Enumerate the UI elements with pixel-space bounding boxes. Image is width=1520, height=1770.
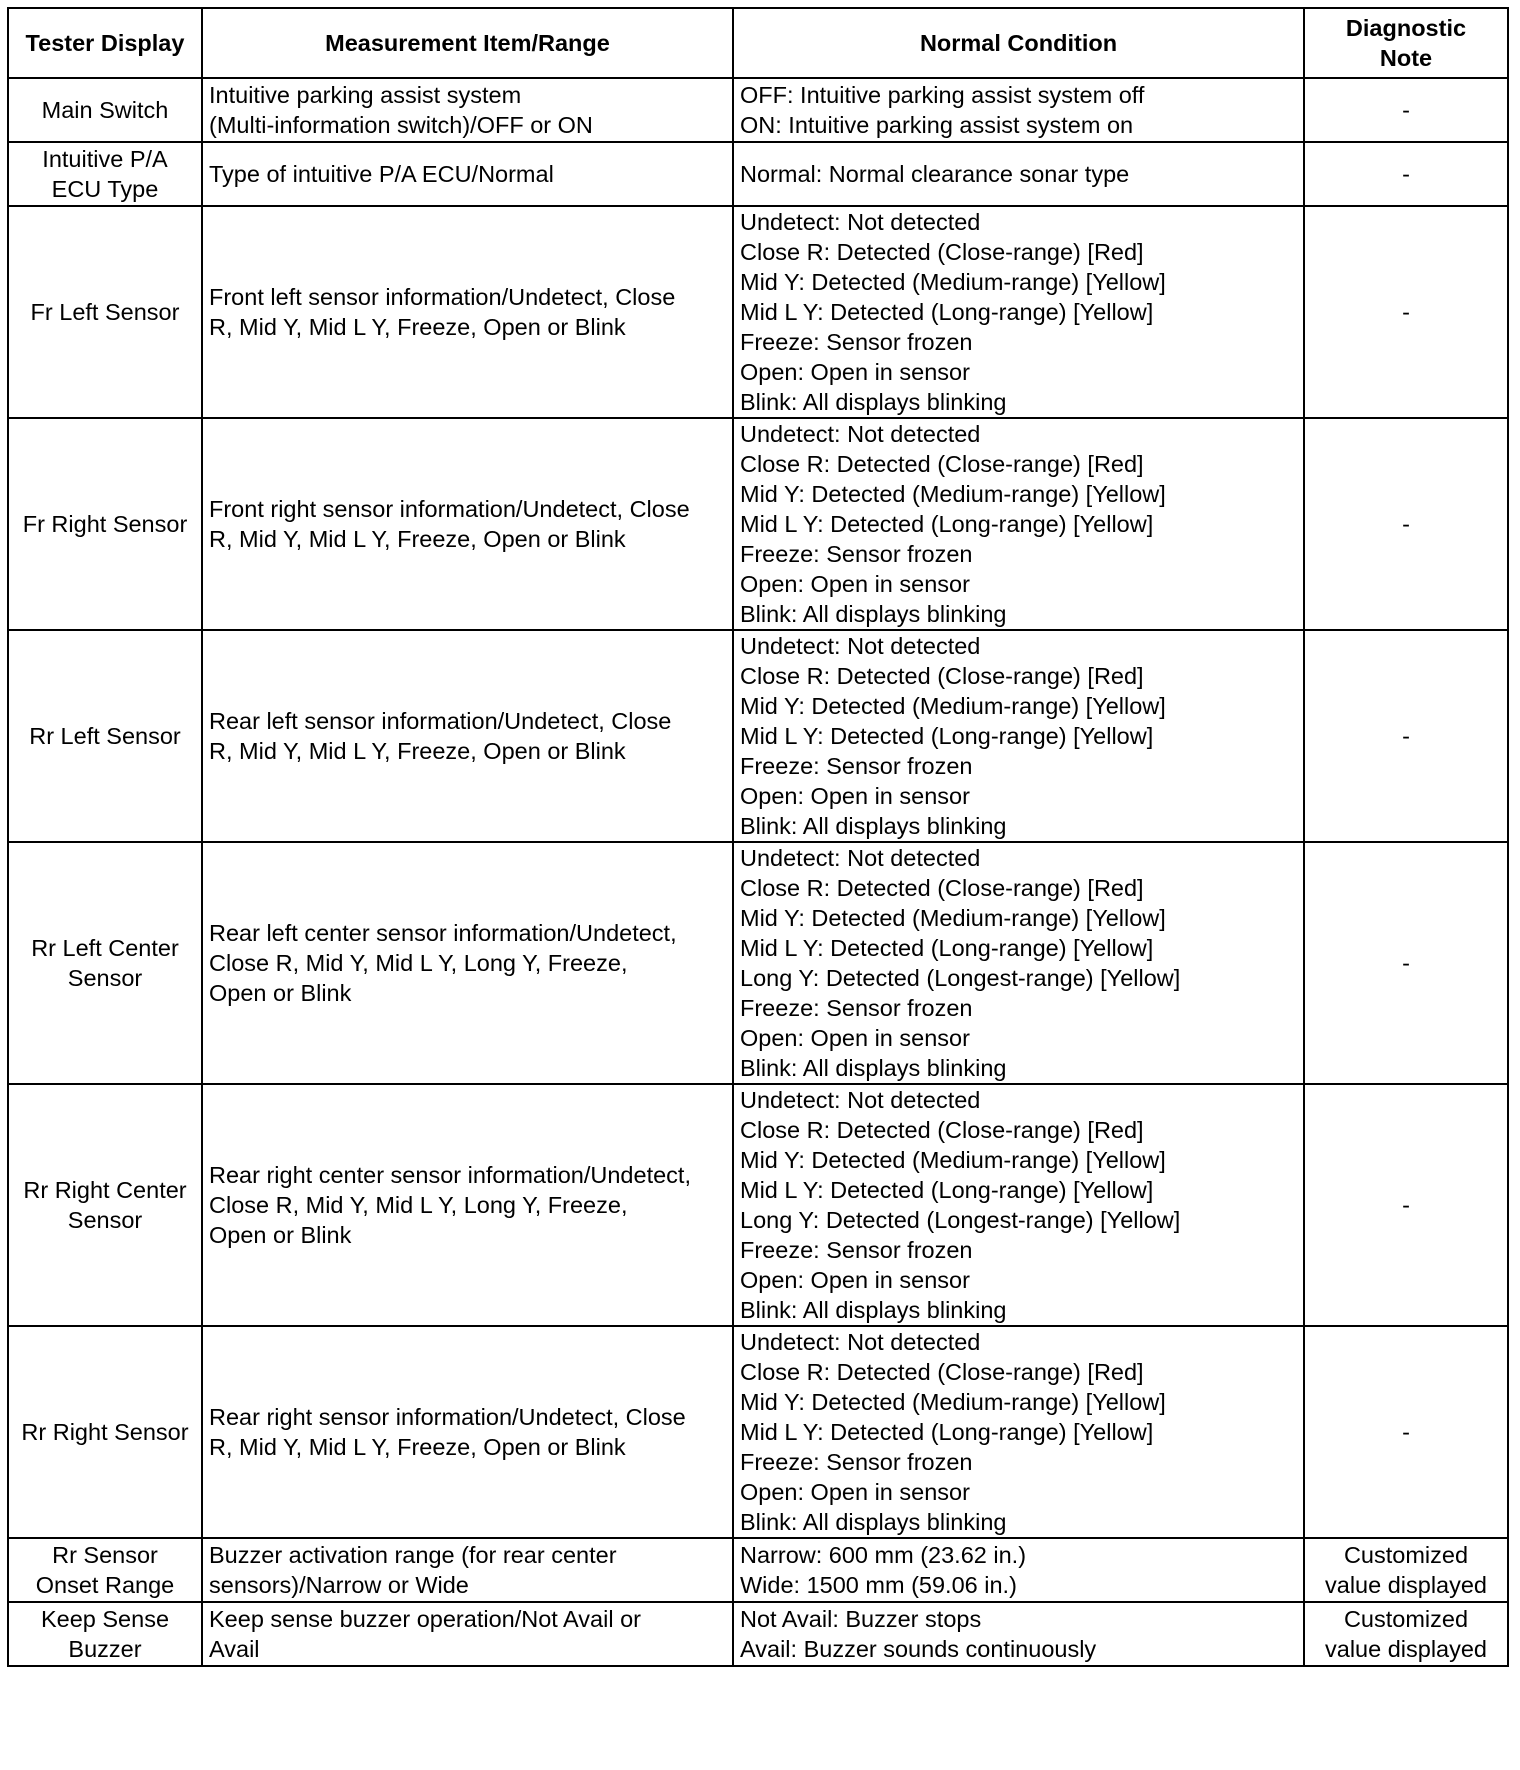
- cell-diagnostic-note: -: [1304, 1326, 1508, 1538]
- cell-tester-display: Intuitive P/A ECU Type: [8, 142, 202, 206]
- cell-diagnostic-note: -: [1304, 842, 1508, 1084]
- condition-line: Freeze: Sensor frozen: [740, 1449, 973, 1475]
- table-row: [8, 1084, 1508, 1326]
- cell-measurement-item: Type of intuitive P/A ECU/Normal: [202, 142, 733, 206]
- table-row: [8, 1326, 1508, 1538]
- condition-line: Mid Y: Detected (Medium-range) [Yellow]: [740, 269, 1166, 295]
- condition-line: Undetect: Not detected: [740, 633, 981, 659]
- condition-line: Mid L Y: Detected (Long-range) [Yellow]: [740, 935, 1154, 961]
- cell-tester-display: Rr Left Center Sensor: [8, 842, 202, 1084]
- table-row: [8, 142, 1508, 206]
- cell-tester-display: Main Switch: [8, 78, 202, 142]
- condition-line: Close R: Detected (Close-range) [Red]: [740, 1359, 1144, 1385]
- condition-line: Normal: Normal clearance sonar type: [740, 161, 1130, 187]
- condition-line: Close R: Detected (Close-range) [Red]: [740, 451, 1144, 477]
- cell-normal-condition: [733, 842, 1304, 1084]
- cell-normal-condition: [733, 78, 1304, 142]
- condition-line: Open: Open in sensor: [740, 571, 970, 597]
- condition-line: Undetect: Not detected: [740, 1329, 981, 1355]
- cell-diagnostic-note: -: [1304, 630, 1508, 842]
- cell-normal-condition: [733, 1538, 1304, 1602]
- table-row: [8, 630, 1508, 842]
- cell-diagnostic-note: Customized value displayed: [1304, 1538, 1508, 1602]
- header-normal-condition: Normal Condition: [733, 8, 1304, 78]
- condition-line: Close R: Detected (Close-range) [Red]: [740, 1117, 1144, 1143]
- cell-diagnostic-note: -: [1304, 142, 1508, 206]
- cell-normal-condition: [733, 1084, 1304, 1326]
- cell-tester-display: Fr Left Sensor: [8, 206, 202, 418]
- cell-normal-condition: [733, 630, 1304, 842]
- condition-line: Undetect: Not detected: [740, 421, 981, 447]
- condition-line: OFF: Intuitive parking assist system off: [740, 82, 1145, 108]
- cell-diagnostic-note: -: [1304, 1084, 1508, 1326]
- condition-line: Freeze: Sensor frozen: [740, 541, 973, 567]
- cell-measurement-item: Keep sense buzzer operation/Not Avail or Avail: [202, 1602, 733, 1666]
- condition-line: Blink: All displays blinking: [740, 1055, 1007, 1081]
- table-row: [8, 842, 1508, 1084]
- cell-diagnostic-note: Customized value displayed: [1304, 1602, 1508, 1666]
- table-row: [8, 78, 1508, 142]
- cell-normal-condition: [733, 418, 1304, 630]
- condition-line: Freeze: Sensor frozen: [740, 1237, 973, 1263]
- table-row: [8, 418, 1508, 630]
- cell-diagnostic-note: -: [1304, 206, 1508, 418]
- cell-measurement-item: Rear left center sensor information/Undetect, Close R, Mid Y, Mid L Y, Long Y, Freeze, Open or Blink: [202, 842, 733, 1084]
- condition-line: Mid L Y: Detected (Long-range) [Yellow]: [740, 723, 1154, 749]
- condition-line: Mid L Y: Detected (Long-range) [Yellow]: [740, 511, 1154, 537]
- header-row: [8, 8, 1508, 78]
- cell-tester-display: Rr Sensor Onset Range: [8, 1538, 202, 1602]
- condition-line: Open: Open in sensor: [740, 783, 970, 809]
- cell-measurement-item: Rear right sensor information/Undetect, Close R, Mid Y, Mid L Y, Freeze, Open or Blink: [202, 1326, 733, 1538]
- cell-measurement-item: Rear left sensor information/Undetect, Close R, Mid Y, Mid L Y, Freeze, Open or Blink: [202, 630, 733, 842]
- cell-tester-display: Rr Right Sensor: [8, 1326, 202, 1538]
- condition-line: Open: Open in sensor: [740, 1025, 970, 1051]
- condition-line: Undetect: Not detected: [740, 845, 981, 871]
- condition-line: Open: Open in sensor: [740, 1479, 970, 1505]
- condition-line: ON: Intuitive parking assist system on: [740, 112, 1134, 138]
- cell-diagnostic-note: -: [1304, 418, 1508, 630]
- table-row: [8, 1602, 1508, 1666]
- cell-normal-condition: [733, 206, 1304, 418]
- condition-line: Undetect: Not detected: [740, 1087, 981, 1113]
- condition-line: Mid Y: Detected (Medium-range) [Yellow]: [740, 481, 1166, 507]
- condition-line: Blink: All displays blinking: [740, 601, 1007, 627]
- condition-line: Open: Open in sensor: [740, 359, 970, 385]
- condition-line: Mid Y: Detected (Medium-range) [Yellow]: [740, 1147, 1166, 1173]
- condition-line: Mid Y: Detected (Medium-range) [Yellow]: [740, 905, 1166, 931]
- table-row: [8, 206, 1508, 418]
- condition-line: Mid Y: Detected (Medium-range) [Yellow]: [740, 693, 1166, 719]
- cell-measurement-item: Rear right center sensor information/Undetect, Close R, Mid Y, Mid L Y, Long Y, Freeze, Open or Blink: [202, 1084, 733, 1326]
- header-measurement-item: Measurement Item/Range: [202, 8, 733, 78]
- condition-line: Narrow: 600 mm (23.62 in.): [740, 1542, 1027, 1568]
- condition-line: Mid L Y: Detected (Long-range) [Yellow]: [740, 299, 1154, 325]
- cell-measurement-item: Front right sensor information/Undetect, Close R, Mid Y, Mid L Y, Freeze, Open or Blink: [202, 418, 733, 630]
- condition-line: Blink: All displays blinking: [740, 1297, 1007, 1323]
- condition-line: Blink: All displays blinking: [740, 389, 1007, 415]
- header-diagnostic-note: Diagnostic Note: [1304, 8, 1508, 78]
- data-table: [7, 7, 1509, 1667]
- cell-normal-condition: [733, 142, 1304, 206]
- condition-line: Long Y: Detected (Longest-range) [Yellow]: [740, 965, 1181, 991]
- condition-line: Mid L Y: Detected (Long-range) [Yellow]: [740, 1419, 1154, 1445]
- condition-line: Open: Open in sensor: [740, 1267, 970, 1293]
- condition-line: Not Avail: Buzzer stops: [740, 1606, 982, 1632]
- condition-line: Freeze: Sensor frozen: [740, 753, 973, 779]
- condition-line: Avail: Buzzer sounds continuously: [740, 1636, 1097, 1662]
- table-body: [8, 78, 1508, 1666]
- cell-tester-display: Fr Right Sensor: [8, 418, 202, 630]
- condition-line: Undetect: Not detected: [740, 209, 981, 235]
- cell-normal-condition: [733, 1602, 1304, 1666]
- condition-line: Close R: Detected (Close-range) [Red]: [740, 663, 1144, 689]
- cell-measurement-item: Buzzer activation range (for rear center sensors)/Narrow or Wide: [202, 1538, 733, 1602]
- condition-line: Freeze: Sensor frozen: [740, 995, 973, 1021]
- condition-line: Wide: 1500 mm (59.06 in.): [740, 1572, 1017, 1598]
- condition-line: Close R: Detected (Close-range) [Red]: [740, 239, 1144, 265]
- condition-line: Close R: Detected (Close-range) [Red]: [740, 875, 1144, 901]
- condition-line: Blink: All displays blinking: [740, 1509, 1007, 1535]
- condition-line: Blink: All displays blinking: [740, 813, 1007, 839]
- cell-measurement-item: Intuitive parking assist system (Multi-information switch)/OFF or ON: [202, 78, 733, 142]
- cell-normal-condition: [733, 1326, 1304, 1538]
- condition-line: Freeze: Sensor frozen: [740, 329, 973, 355]
- cell-diagnostic-note: -: [1304, 78, 1508, 142]
- cell-tester-display: Rr Right Center Sensor: [8, 1084, 202, 1326]
- cell-tester-display: Rr Left Sensor: [8, 630, 202, 842]
- cell-measurement-item: Front left sensor information/Undetect, Close R, Mid Y, Mid L Y, Freeze, Open or Blink: [202, 206, 733, 418]
- table-row: [8, 1538, 1508, 1602]
- condition-line: Long Y: Detected (Longest-range) [Yellow]: [740, 1207, 1181, 1233]
- condition-line: Mid Y: Detected (Medium-range) [Yellow]: [740, 1389, 1166, 1415]
- cell-tester-display: Keep Sense Buzzer: [8, 1602, 202, 1666]
- condition-line: Mid L Y: Detected (Long-range) [Yellow]: [740, 1177, 1154, 1203]
- header-tester-display: Tester Display: [8, 8, 202, 78]
